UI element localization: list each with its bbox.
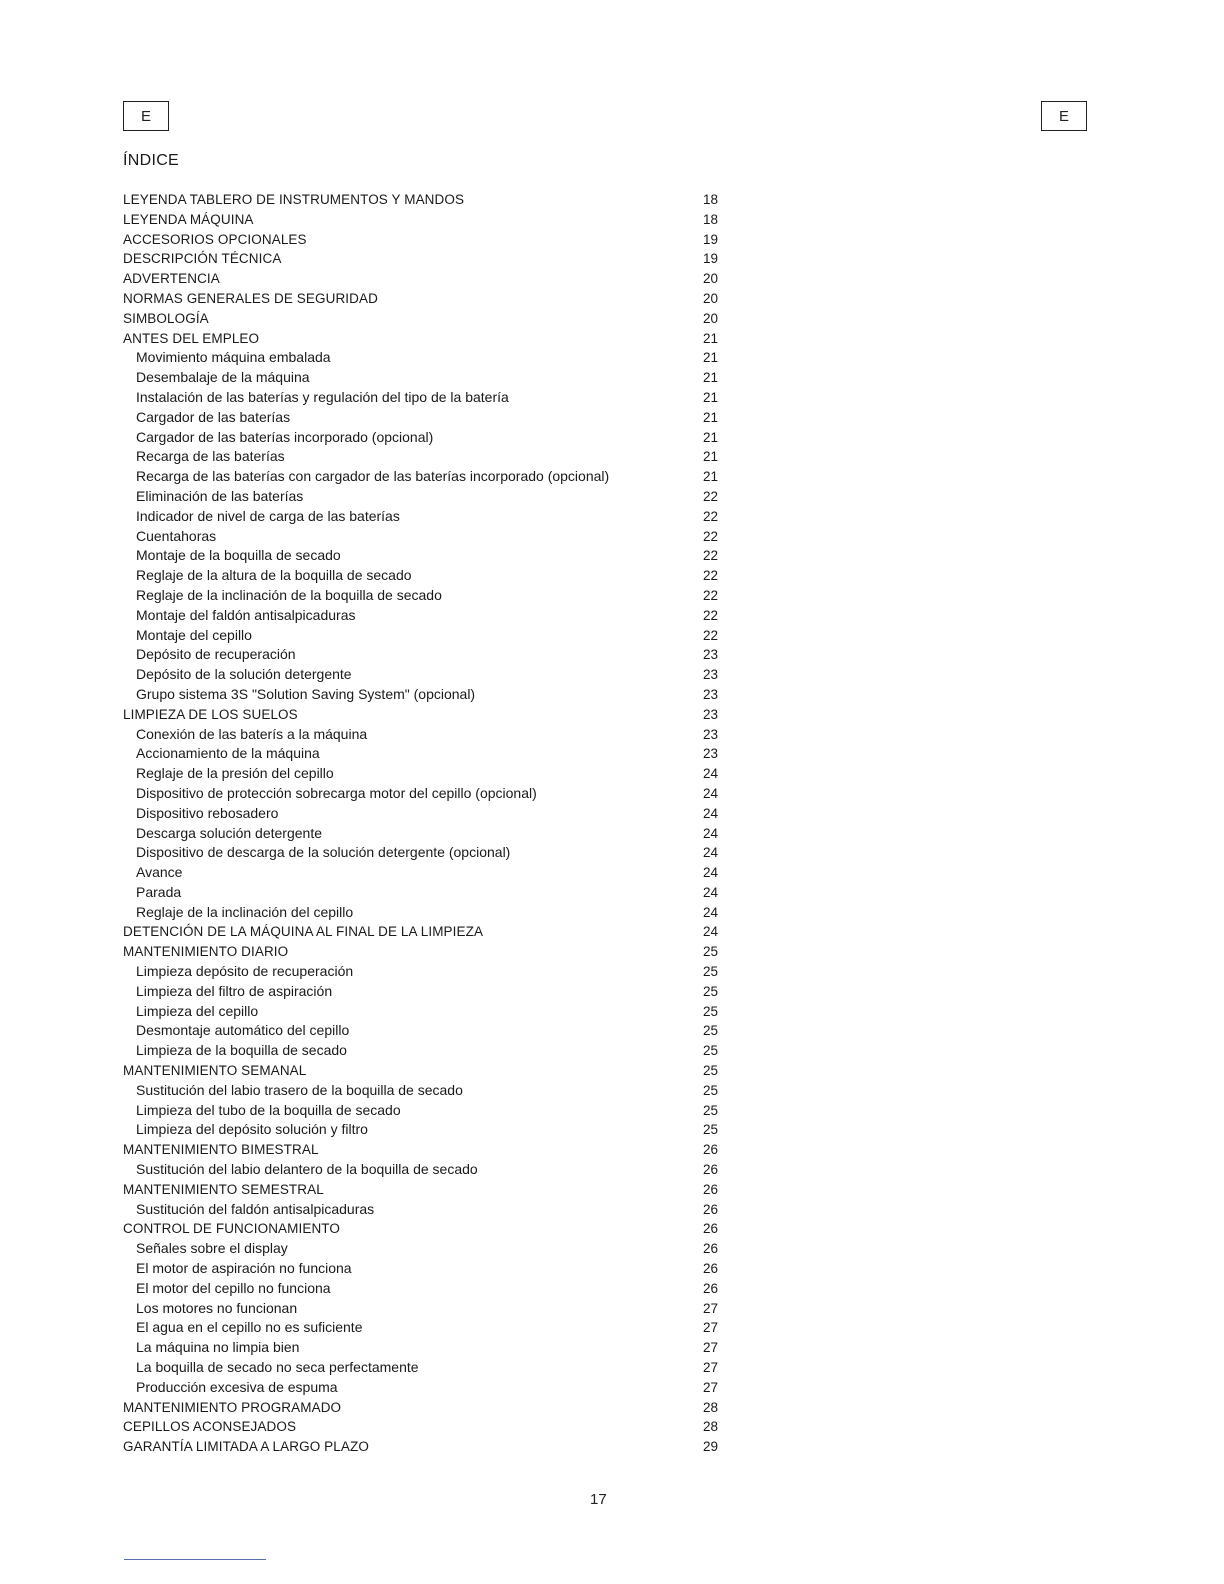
toc-entry-page: 21 bbox=[703, 469, 719, 485]
toc-entry[interactable] bbox=[121, 1437, 721, 1457]
toc-entry-page: 24 bbox=[703, 785, 719, 801]
toc-subentry[interactable] bbox=[121, 843, 721, 863]
toc-entry-page: 26 bbox=[703, 1162, 719, 1178]
toc-subentry[interactable] bbox=[121, 1239, 721, 1259]
toc-entry-label: Eliminación de las baterías bbox=[136, 487, 304, 504]
toc-entry[interactable] bbox=[121, 1219, 721, 1239]
toc-entry-page: 23 bbox=[703, 726, 719, 742]
toc-entry-page: 25 bbox=[703, 1102, 719, 1118]
toc-entry[interactable] bbox=[121, 922, 721, 942]
toc-entry-page: 21 bbox=[703, 330, 719, 346]
toc-entry-page: 28 bbox=[703, 1399, 719, 1415]
toc-subentry[interactable] bbox=[121, 1200, 721, 1220]
toc-subentry[interactable] bbox=[121, 784, 721, 804]
toc-entry-label: El agua en el cepillo no es suficiente bbox=[136, 1319, 363, 1336]
toc-entry-page: 19 bbox=[703, 251, 719, 267]
toc-subentry[interactable] bbox=[121, 1279, 721, 1299]
table-of-contents bbox=[121, 190, 721, 1457]
toc-entry-label: Limpieza del depósito solución y filtro bbox=[136, 1121, 368, 1138]
toc-subentry[interactable] bbox=[121, 408, 721, 428]
toc-entry-page: 25 bbox=[703, 1122, 719, 1138]
toc-entry-page: 28 bbox=[703, 1419, 719, 1435]
page-title: ÍNDICE bbox=[123, 152, 180, 169]
toc-entry-label: LIMPIEZA DE LOS SUELOS bbox=[123, 706, 298, 722]
toc-entry-label: Reglaje de la presión del cepillo bbox=[136, 765, 334, 782]
toc-entry[interactable] bbox=[121, 1180, 721, 1200]
toc-subentry[interactable] bbox=[121, 1378, 721, 1398]
toc-entry[interactable] bbox=[121, 230, 721, 250]
toc-entry-page: 22 bbox=[703, 587, 719, 603]
toc-entry-label: LEYENDA TABLERO DE INSTRUMENTOS Y MANDOS bbox=[123, 192, 465, 207]
toc-entry-page: 29 bbox=[703, 1439, 719, 1455]
toc-entry-label: Indicador de nivel de carga de las baterías bbox=[136, 507, 400, 524]
toc-subentry[interactable] bbox=[121, 1358, 721, 1378]
toc-entry-label: Montaje del cepillo bbox=[136, 626, 252, 643]
toc-subentry[interactable] bbox=[121, 725, 721, 745]
toc-subentry[interactable] bbox=[121, 1120, 721, 1140]
toc-entry-label: Los motores no funcionan bbox=[136, 1299, 298, 1316]
toc-entry-label: LEYENDA MÁQUINA bbox=[123, 211, 254, 227]
toc-subentry[interactable] bbox=[121, 606, 721, 626]
toc-entry-page: 22 bbox=[703, 627, 719, 643]
toc-entry[interactable] bbox=[121, 210, 721, 230]
toc-entry-page: 21 bbox=[703, 449, 719, 465]
toc-subentry[interactable] bbox=[121, 467, 721, 487]
toc-entry-page: 24 bbox=[703, 845, 719, 861]
toc-entry-page: 22 bbox=[703, 548, 719, 564]
toc-subentry[interactable] bbox=[121, 586, 721, 606]
toc-subentry[interactable] bbox=[121, 1259, 721, 1279]
toc-entry-page: 25 bbox=[703, 964, 719, 980]
toc-entry-label: Reglaje de la inclinación de la boquilla de secado bbox=[136, 586, 442, 603]
toc-entry-page: 21 bbox=[703, 429, 719, 445]
toc-subentry[interactable] bbox=[121, 1081, 721, 1101]
toc-entry-label: El motor del cepillo no funciona bbox=[136, 1279, 331, 1296]
toc-entry-label: La máquina no limpia bien bbox=[136, 1339, 300, 1356]
toc-entry-label: Sustitución del faldón antisalpicaduras bbox=[136, 1200, 375, 1217]
toc-subentry[interactable] bbox=[121, 962, 721, 982]
toc-entry-page: 21 bbox=[703, 350, 719, 366]
toc-subentry[interactable] bbox=[121, 447, 721, 467]
toc-subentry[interactable] bbox=[121, 744, 721, 764]
toc-entry-page: 27 bbox=[703, 1340, 719, 1356]
toc-entry-label: Limpieza del cepillo bbox=[136, 1002, 259, 1019]
toc-subentry[interactable] bbox=[121, 764, 721, 784]
toc-entry-label: MANTENIMIENTO PROGRAMADO bbox=[123, 1399, 342, 1415]
toc-entry-label: El motor de aspiración no funciona bbox=[136, 1260, 352, 1277]
toc-entry[interactable] bbox=[121, 1140, 721, 1160]
toc-entry-page: 27 bbox=[703, 1320, 719, 1336]
toc-entry-label: Recarga de las baterías con cargador de las baterías incorporado (opcional) bbox=[136, 468, 610, 485]
toc-entry-page: 25 bbox=[703, 944, 719, 960]
toc-entry-page: 23 bbox=[703, 647, 719, 663]
toc-entry-label: ANTES DEL EMPLEO bbox=[123, 330, 260, 346]
toc-entry-label: Montaje de la boquilla de secado bbox=[136, 547, 341, 564]
toc-entry-label: NORMAS GENERALES DE SEGURIDAD bbox=[123, 290, 378, 306]
toc-entry-page: 24 bbox=[703, 825, 719, 841]
toc-entry[interactable] bbox=[121, 1398, 721, 1418]
toc-entry-label: Descarga solución detergente bbox=[136, 824, 323, 841]
toc-entry-page: 26 bbox=[703, 1181, 719, 1197]
toc-entry-label: Cargador de las baterías bbox=[136, 408, 291, 425]
toc-entry-page: 21 bbox=[703, 409, 719, 425]
toc-entry-label: Limpieza del filtro de aspiración bbox=[136, 982, 333, 999]
toc-subentry[interactable] bbox=[121, 546, 721, 566]
toc-subentry[interactable] bbox=[121, 1002, 721, 1022]
toc-entry-page: 25 bbox=[703, 1082, 719, 1098]
toc-subentry[interactable] bbox=[121, 527, 721, 547]
toc-subentry[interactable] bbox=[121, 368, 721, 388]
toc-entry-label: CONTROL DE FUNCIONAMIENTO bbox=[123, 1221, 341, 1237]
toc-entry-page: 22 bbox=[703, 607, 719, 623]
toc-entry-label: Recarga de las baterías bbox=[136, 448, 285, 465]
toc-subentry[interactable] bbox=[121, 804, 721, 824]
toc-entry-page: 24 bbox=[703, 766, 719, 782]
toc-entry-page: 21 bbox=[703, 389, 719, 405]
language-badge-left: E bbox=[123, 101, 169, 131]
toc-entry-label: Depósito de la solución detergente bbox=[136, 666, 352, 683]
toc-entry-label: MANTENIMIENTO SEMESTRAL bbox=[123, 1181, 324, 1197]
toc-entry-label: Cuentahoras bbox=[136, 527, 217, 544]
toc-entry-label: Cargador de las baterías incorporado (opcional) bbox=[136, 428, 434, 445]
toc-entry-label: CEPILLOS ACONSEJADOS bbox=[123, 1419, 297, 1435]
toc-entry-label: DETENCIÓN DE LA MÁQUINA AL FINAL DE LA LIMPIEZA bbox=[123, 924, 484, 940]
toc-entry-page: 19 bbox=[703, 231, 719, 247]
toc-entry-page: 21 bbox=[703, 370, 719, 386]
toc-entry-page: 22 bbox=[703, 508, 719, 524]
toc-entry-page: 25 bbox=[703, 1003, 719, 1019]
toc-entry-page: 24 bbox=[703, 805, 719, 821]
toc-entry-page: 25 bbox=[703, 1063, 719, 1079]
toc-subentry[interactable] bbox=[121, 626, 721, 646]
toc-entry-label: ADVERTENCIA bbox=[123, 271, 220, 287]
toc-entry-label: Movimiento máquina embalada bbox=[136, 349, 331, 366]
toc-entry-page: 22 bbox=[703, 488, 719, 504]
toc-entry-page: 26 bbox=[703, 1142, 719, 1158]
toc-entry[interactable] bbox=[121, 190, 721, 210]
toc-entry-page: 25 bbox=[703, 1043, 719, 1059]
toc-entry-page: 22 bbox=[703, 568, 719, 584]
toc-subentry[interactable] bbox=[121, 863, 721, 883]
toc-entry-page: 18 bbox=[703, 192, 719, 207]
toc-entry-page: 27 bbox=[703, 1300, 719, 1316]
toc-entry-page: 23 bbox=[703, 667, 719, 683]
toc-subentry[interactable] bbox=[121, 1318, 721, 1338]
toc-entry-page: 26 bbox=[703, 1221, 719, 1237]
toc-subentry[interactable] bbox=[121, 348, 721, 368]
toc-subentry[interactable] bbox=[121, 1021, 721, 1041]
toc-entry-label: MANTENIMIENTO DIARIO bbox=[123, 944, 289, 960]
toc-subentry[interactable] bbox=[121, 665, 721, 685]
toc-entry-page: 23 bbox=[703, 686, 719, 702]
toc-entry-page: 23 bbox=[703, 706, 719, 722]
footer-rule bbox=[124, 1559, 266, 1560]
toc-entry-page: 24 bbox=[703, 884, 719, 900]
toc-entry-label: Dispositivo rebosadero bbox=[136, 804, 279, 821]
toc-entry-label: Montaje del faldón antisalpicaduras bbox=[136, 606, 356, 623]
toc-entry-label: Parada bbox=[136, 883, 182, 900]
toc-entry-label: MANTENIMIENTO BIMESTRAL bbox=[123, 1142, 319, 1158]
toc-subentry[interactable] bbox=[121, 685, 721, 705]
toc-entry[interactable] bbox=[121, 329, 721, 349]
toc-entry-label: Reglaje de la inclinación del cepillo bbox=[136, 903, 354, 920]
toc-entry-label: Dispositivo de protección sobrecarga motor del cepillo (opcional) bbox=[136, 784, 537, 801]
toc-entry-label: GARANTÍA LIMITADA A LARGO PLAZO bbox=[123, 1439, 369, 1455]
toc-entry-page: 20 bbox=[703, 271, 719, 287]
toc-entry-label: MANTENIMIENTO SEMANAL bbox=[123, 1063, 307, 1079]
toc-subentry[interactable] bbox=[121, 487, 721, 507]
toc-entry[interactable] bbox=[121, 289, 721, 309]
toc-entry-page: 26 bbox=[703, 1280, 719, 1296]
toc-entry[interactable] bbox=[121, 1417, 721, 1437]
toc-subentry[interactable] bbox=[121, 507, 721, 527]
language-badge-right: E bbox=[1041, 101, 1087, 131]
toc-subentry[interactable] bbox=[121, 1299, 721, 1319]
toc-subentry[interactable] bbox=[121, 883, 721, 903]
toc-entry-label: DESCRIPCIÓN TÉCNICA bbox=[123, 251, 282, 267]
toc-subentry[interactable] bbox=[121, 982, 721, 1002]
toc-entry[interactable] bbox=[121, 249, 721, 269]
toc-subentry[interactable] bbox=[121, 566, 721, 586]
toc-entry-page: 23 bbox=[703, 746, 719, 762]
toc-subentry[interactable] bbox=[121, 428, 721, 448]
toc-entry-label: Reglaje de la altura de la boquilla de secado bbox=[136, 567, 412, 584]
toc-entry-label: Desmontaje automático del cepillo bbox=[136, 1022, 350, 1039]
toc-entry-page: 27 bbox=[703, 1360, 719, 1376]
toc-subentry[interactable] bbox=[121, 388, 721, 408]
page-number: 17 bbox=[590, 1491, 607, 1508]
toc-entry-page: 24 bbox=[703, 865, 719, 881]
toc-entry-label: Limpieza depósito de recuperación bbox=[136, 963, 354, 980]
toc-entry-label: Grupo sistema 3S "Solution Saving System" (opcional) bbox=[136, 685, 476, 702]
toc-entry[interactable] bbox=[121, 1061, 721, 1081]
toc-entry-label: Dispositivo de descarga de la solución detergente (opcional) bbox=[136, 844, 511, 861]
toc-entry-label: Limpieza de la boquilla de secado bbox=[136, 1042, 347, 1059]
toc-entry-label: Conexión de las baterís a la máquina bbox=[136, 725, 368, 742]
toc-entry-label: Producción excesiva de espuma bbox=[136, 1378, 338, 1395]
toc-subentry[interactable] bbox=[121, 1041, 721, 1061]
toc-entry-label: Limpieza del tubo de la boquilla de secado bbox=[136, 1101, 401, 1118]
toc-entry[interactable] bbox=[121, 705, 721, 725]
toc-subentry[interactable] bbox=[121, 903, 721, 923]
toc-subentry[interactable] bbox=[121, 645, 721, 665]
toc-entry-page: 24 bbox=[703, 924, 719, 940]
toc-subentry[interactable] bbox=[121, 1338, 721, 1358]
toc-entry-label: Depósito de recuperación bbox=[136, 646, 296, 663]
toc-entry-label: Desembalaje de la máquina bbox=[136, 369, 310, 386]
toc-entry-page: 24 bbox=[703, 904, 719, 920]
toc-entry-page: 26 bbox=[703, 1201, 719, 1217]
toc-entry-label: La boquilla de secado no seca perfectamente bbox=[136, 1359, 419, 1376]
toc-entry-label: Avance bbox=[136, 864, 183, 881]
toc-entry-page: 27 bbox=[703, 1379, 719, 1395]
toc-entry-label: Accionamiento de la máquina bbox=[136, 745, 320, 762]
toc-entry-page: 20 bbox=[703, 290, 719, 306]
toc-entry-page: 26 bbox=[703, 1241, 719, 1257]
toc-subentry[interactable] bbox=[121, 824, 721, 844]
toc-entry-label: ACCESORIOS OPCIONALES bbox=[123, 231, 307, 247]
toc-entry-page: 25 bbox=[703, 1023, 719, 1039]
toc-entry[interactable] bbox=[121, 942, 721, 962]
toc-entry-page: 26 bbox=[703, 1261, 719, 1277]
toc-entry-label: Sustitución del labio trasero de la boquilla de secado bbox=[136, 1081, 463, 1098]
toc-entry[interactable] bbox=[121, 269, 721, 289]
toc-entry-label: Instalación de las baterías y regulación del tipo de la batería bbox=[136, 388, 509, 405]
toc-entry-page: 22 bbox=[703, 528, 719, 544]
toc-subentry[interactable] bbox=[121, 1160, 721, 1180]
toc-entry-page: 25 bbox=[703, 983, 719, 999]
toc-entry-label: Sustitución del labio delantero de la boquilla de secado bbox=[136, 1161, 478, 1178]
toc-entry-label: SIMBOLOGÍA bbox=[123, 310, 209, 326]
toc-subentry[interactable] bbox=[121, 1101, 721, 1121]
toc-entry-page: 20 bbox=[703, 310, 719, 326]
toc-entry[interactable] bbox=[121, 309, 721, 329]
toc-entry-page: 18 bbox=[703, 211, 719, 227]
toc-entry-label: Señales sobre el display bbox=[136, 1240, 288, 1257]
